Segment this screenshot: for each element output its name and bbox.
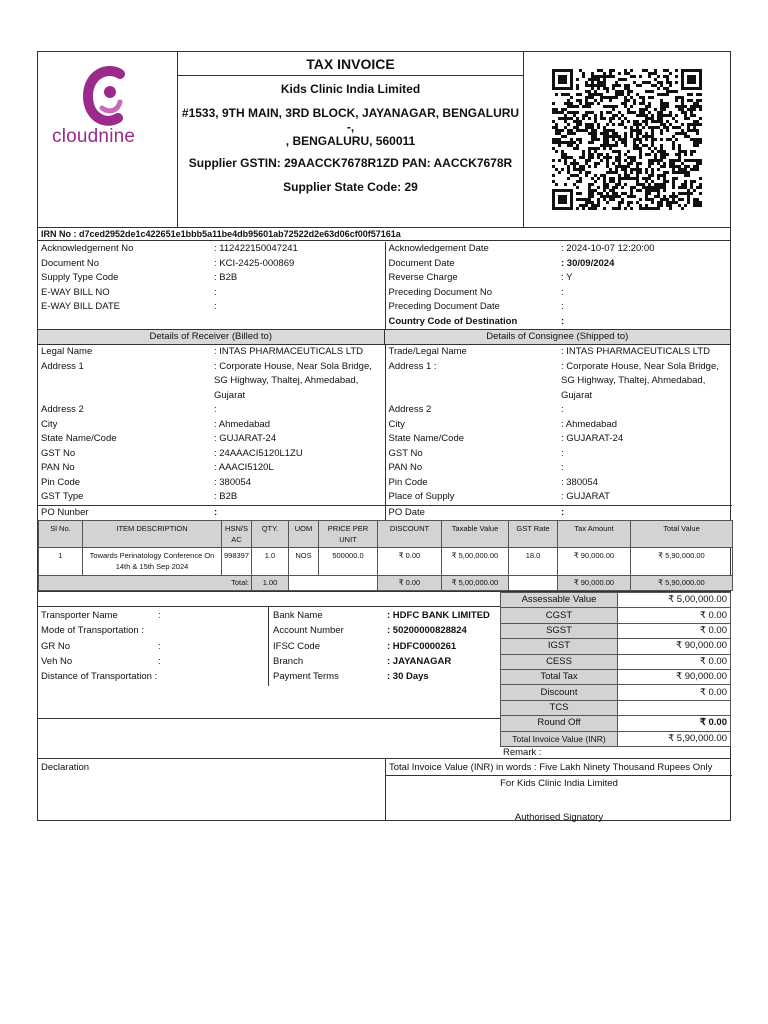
doc-field-value: : KCI-2425-000869 <box>211 257 385 272</box>
bank-field-value: : HDFC BANK LIMITED <box>387 610 490 621</box>
bank-field-label: Account Number <box>273 625 344 637</box>
transport-field-value: : <box>158 610 161 621</box>
consignee-field-label: PAN No <box>388 462 423 473</box>
summary-label: Assessable Value <box>501 593 618 608</box>
doc-field-value: : B2B <box>211 271 385 286</box>
bank-field-label: Bank Name <box>273 610 323 621</box>
column-header: HSN/S AC <box>222 521 252 548</box>
total-label: Total: <box>39 576 252 591</box>
bank-field-value: : 50200000828824 <box>387 625 467 637</box>
doc-field-label: Document No <box>41 257 100 269</box>
column-header: QTY. <box>252 521 289 548</box>
transport-field-label: Veh No <box>41 655 73 667</box>
doc-field-value: : 112422150047241 <box>211 242 385 257</box>
consignee-field-label: City <box>388 418 405 430</box>
transport-field-label: GR No <box>41 640 71 652</box>
doc-field-label: Acknowledgement Date <box>388 243 489 254</box>
transport-field-value: : <box>158 655 161 667</box>
summary-label: TCS <box>501 700 618 715</box>
bank-field-value: : 30 Days <box>387 671 429 683</box>
consignee-field-label: Place of Supply <box>388 491 455 502</box>
summary-label: Total Tax <box>501 669 618 684</box>
bank-field-label: IFSC Code <box>273 640 320 652</box>
consignee-field-value: : <box>558 505 732 520</box>
consignee-field-label: Address 1 : <box>388 360 437 372</box>
column-header: Tax Amount <box>558 521 631 548</box>
doc-field-label: Acknowledgement No <box>41 243 134 254</box>
column-header: UOM <box>289 521 319 548</box>
receiver-field-label: Address 2 <box>41 404 84 415</box>
summary-value: ₹ 0.00 <box>618 623 731 638</box>
authorised-signatory: Authorised Signatory <box>514 812 604 823</box>
qr-block <box>524 52 730 228</box>
table-row <box>39 548 733 576</box>
doc-field-label: Reverse Charge <box>388 272 458 283</box>
qr-code-icon <box>552 69 702 211</box>
summary-value: ₹ 0.00 <box>618 608 731 623</box>
total-discount: ₹ 0.00 <box>378 576 442 591</box>
declaration-label: Declaration <box>41 762 90 773</box>
summary-value: ₹ 0.00 <box>618 685 731 700</box>
item-cell: NOS <box>289 548 319 576</box>
column-header: Total Value <box>631 521 733 548</box>
remark: Remark : <box>503 747 542 758</box>
doc-field-value: : <box>561 301 564 312</box>
item-cell: ₹ 5,90,000.00 <box>631 548 733 576</box>
transport-field-label: Distance of Transportation : <box>41 671 158 683</box>
doc-field-label: Supply Type Code <box>41 272 119 283</box>
consignee-field-label: Trade/Legal Name <box>388 346 467 357</box>
column-header: GST Rate <box>509 521 558 548</box>
receiver-field-label: GST No <box>41 447 76 459</box>
summary-value: ₹ 0.00 <box>618 716 731 731</box>
tax-summary <box>500 592 731 747</box>
party-details <box>38 345 732 520</box>
doc-field-label: E-WAY BILL DATE <box>41 301 121 312</box>
invoice-header <box>38 52 730 228</box>
column-header: Taxable Value <box>442 521 509 548</box>
bank-field-label: Payment Terms <box>273 671 339 683</box>
total-tax: ₹ 90,000.00 <box>558 576 631 591</box>
doc-field-value: : Y <box>561 272 573 283</box>
transport-bank-block <box>38 606 500 686</box>
bank-field-label: Branch <box>273 655 304 667</box>
receiver-field-value: : AAACI5120L <box>211 461 385 476</box>
consignee-title: Details of Consignee (Shipped to) <box>384 330 730 345</box>
company-address-line2: , BENGALURU, 560011 <box>285 134 416 148</box>
total-qty: 1.00 <box>252 576 289 591</box>
consignee-field-value: : GUJARAT <box>561 491 610 502</box>
invoice-page <box>37 51 731 821</box>
receiver-field-label: City <box>41 418 58 430</box>
company-name: Kids Clinic India Limited <box>280 82 421 96</box>
receiver-field-label: State Name/Code <box>41 433 117 444</box>
brand-logo-text: cloudnine <box>52 126 136 147</box>
supplier-gstin: Supplier GSTIN: 29AACCK7678R1ZD PAN: AACCK7678R <box>188 156 513 170</box>
item-cell: 18.0 <box>509 548 558 576</box>
doc-field-label: Preceding Document No <box>388 286 492 298</box>
doc-field-value: : <box>211 300 385 315</box>
summary-value: ₹ 0.00 <box>618 654 731 669</box>
summary-label: Discount <box>501 685 618 700</box>
transport-field-value: : <box>158 640 161 652</box>
transport-field-label: Transporter Name <box>41 610 118 621</box>
summary-value: ₹ 90,000.00 <box>618 669 731 684</box>
item-cell: ₹ 90,000.00 <box>558 548 631 576</box>
doc-field-label: Country Code of Destination <box>388 315 518 327</box>
amount-in-words: Total Invoice Value (INR) in words : Five Lakh Ninety Thousand Rupees Only <box>389 762 713 773</box>
summary-value <box>618 700 731 715</box>
receiver-field-label: Address 1 <box>41 360 84 372</box>
total-taxable: ₹ 5,00,000.00 <box>442 576 509 591</box>
summary-section <box>38 591 730 758</box>
consignee-field-label: Address 2 <box>388 404 432 415</box>
consignee-field-label: PO Date <box>385 505 558 520</box>
summary-value: ₹ 90,000.00 <box>618 639 731 654</box>
item-cell: ₹ 0.00 <box>378 548 442 576</box>
doc-field-value: : 30/09/2024 <box>561 257 615 269</box>
consignee-field-label: Pin Code <box>388 476 428 488</box>
empty-cell <box>38 315 211 330</box>
consignee-field-value: : INTAS PHARMACEUTICALS LTD <box>561 346 711 357</box>
c-figure-logo-icon <box>80 66 134 128</box>
summary-label: IGST <box>501 639 618 654</box>
declaration-section <box>38 758 730 823</box>
transport-field-label: Mode of Transportation : <box>41 625 144 637</box>
logo-block <box>38 52 178 228</box>
item-cell: 1.0 <box>252 548 289 576</box>
item-cell: 998397 <box>222 548 252 576</box>
doc-field-value: : 2024-10-07 12:20:00 <box>561 243 655 254</box>
consignee-field-label: GST No <box>388 447 423 459</box>
supplier-state-code: Supplier State Code: 29 <box>283 180 418 194</box>
doc-field-value: : <box>561 286 564 298</box>
for-company: For Kids Clinic India Limited <box>500 778 618 789</box>
receiver-field-value: : INTAS PHARMACEUTICALS LTD <box>211 345 385 360</box>
irn-number: IRN No : d7ced2952de1c422651e1bbb5a11be4db95601ab72522d2e63d06cf00f57161a <box>38 228 730 241</box>
receiver-field-label: Legal Name <box>41 346 93 357</box>
summary-label: SGST <box>501 623 618 638</box>
summary-label: CGST <box>501 608 618 623</box>
item-cell: 500000.0 <box>319 548 378 576</box>
column-header: PRICE PER UNIT <box>319 521 378 548</box>
transport-field-value <box>154 623 270 638</box>
column-header: Sl No. <box>39 521 83 548</box>
total-value: ₹ 5,90,000.00 <box>631 576 733 591</box>
company-address-line1: #1533, 9TH MAIN, 3RD BLOCK, JAYANAGAR, BENGALURU -, <box>181 106 520 134</box>
bank-field-value: : JAYANAGAR <box>387 655 452 667</box>
transport-field-value <box>154 669 270 684</box>
receiver-field-value: : <box>211 505 385 520</box>
receiver-field-label: PO Nunber <box>38 505 211 520</box>
summary-label: CESS <box>501 654 618 669</box>
empty-cell <box>211 315 385 330</box>
item-cell: Towards Perinatology Conference On 14th & 15th Sep 2024 <box>83 548 222 576</box>
summary-value: ₹ 5,00,000.00 <box>618 593 731 608</box>
receiver-field-value: : B2B <box>211 490 385 505</box>
doc-field-label: E-WAY BILL NO <box>41 286 110 298</box>
receiver-field-label: GST Type <box>41 491 84 502</box>
consignee-field-value: : Corporate House, Near Sola Bridge, SG Highway, Thaltej, Ahmedabad, Gujarat <box>561 360 719 401</box>
bank-field-value: : HDFC0000261 <box>387 640 457 652</box>
receiver-title: Details of Receiver (Billed to) <box>38 330 384 345</box>
consignee-field-value: : 380054 <box>561 476 598 488</box>
company-block <box>178 52 524 228</box>
receiver-field-label: Pin Code <box>41 476 81 488</box>
item-cell: ₹ 5,00,000.00 <box>442 548 509 576</box>
doc-field-value: : <box>561 315 565 327</box>
receiver-field-value: : <box>211 403 385 418</box>
document-info <box>38 242 732 329</box>
doc-field-label: Document Date <box>388 257 455 269</box>
doc-field-label: Preceding Document Date <box>388 301 500 312</box>
consignee-field-value: : GUJARAT-24 <box>561 433 624 444</box>
consignee-field-value: : <box>561 447 564 459</box>
summary-label: Round Off <box>501 716 618 731</box>
invoice-title: TAX INVOICE <box>178 52 523 76</box>
consignee-field-value: : Ahmedabad <box>561 418 617 430</box>
consignee-field-label: State Name/Code <box>388 433 465 444</box>
receiver-field-value: : 24AAACI5120L1ZU <box>211 447 385 462</box>
receiver-field-value: : Corporate House, Near Sola Bridge, SG Highway, Thaltej, Ahmedabad, Gujarat <box>211 360 385 404</box>
receiver-field-value: : 380054 <box>211 476 385 491</box>
receiver-field-label: PAN No <box>41 462 75 473</box>
column-header: DISCOUNT <box>378 521 442 548</box>
item-cell: 1 <box>39 548 83 576</box>
items-table <box>38 520 733 591</box>
doc-field-value: : <box>211 286 385 301</box>
summary-value: ₹ 5,90,000.00 <box>618 731 731 746</box>
receiver-field-value: : GUJARAT-24 <box>211 432 385 447</box>
summary-label: Total Invoice Value (INR) <box>501 731 618 746</box>
consignee-field-value: : <box>561 404 564 415</box>
party-section-headers <box>38 329 730 345</box>
consignee-field-value: : <box>561 462 564 473</box>
receiver-field-value: : Ahmedabad <box>211 418 385 433</box>
column-header: ITEM DESCRIPTION <box>83 521 222 548</box>
